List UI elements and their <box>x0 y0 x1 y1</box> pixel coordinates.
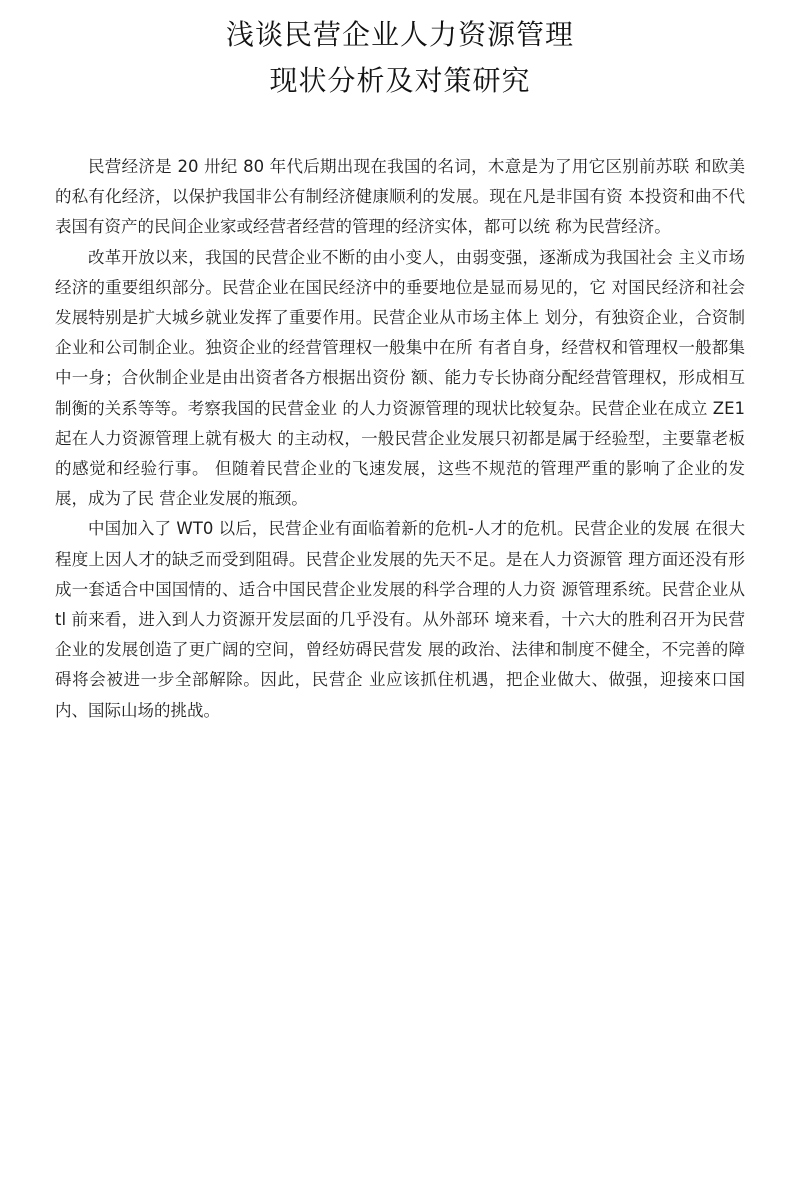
paragraph-2: 改革开放以来，我国的民营企业不断的由小变人，由弱变强，逐渐成为我国社会 主义市场经济的重要组织部分。民营企业在国民经济中的垂要地位是显而易见的，它 对国民经济和社会发展特别是扩大城乡就业发挥了重要作用。民营企业从市场主体上 划分，有独资企业，合资制企业和公司制企业。独资企业的经营管理权一般集中在所 有者自身，经营权和管理权一般都集中一身；合伙制企业是由出资者各方根据出资份 额、能力专长协商分配经营管理权，形成相互制衡的关系等等。考察我国的民营金业 的人力资源管理的现状比较复杂。民营企业在成立 ZE1 起在人力资源管理上就有极大 的主动权，一般民营企业发展只初都是属于经验型，主要靠老板的感觉和经验行事。 但随着民营企业的飞速发展，这些不规范的管理严重的影响了企业的发展，成为了民 营企业发展的瓶颈。 <box>55 247 745 509</box>
document-title <box>0 12 800 104</box>
title-line-1: 浅谈民营企业人力资源管理 <box>225 18 574 51</box>
document-body <box>55 152 745 726</box>
paragraph-3: 中国加入了 WT0 以后，民营企业有面临着新的危机-人才的危机。民营企业的发展 在很大程度上因人才的缺乏而受到阻碍。民营企业发展的先天不足。是在人力资源管 理方面还没有形成一套适合中国国情的、适合中国民营企业发展的科学合理的人力资 源管理系统。民营企业从 tl 前来看，进入到人力资源开发层面的几乎没有。从外部环 境来看，十六大的胜利召开为民营企业的发展创造了更广阔的空间，曾经妨碍民营发 展的政治、法律和制度不健全，不完善的障碍将会被进一步全部解除。因此，民营企 业应该抓住机遇，把企业做大、做强，迎接來口国内、国际山场的挑战。 <box>55 519 745 720</box>
paragraph-1: 民营经济是 20 卅纪 80 年代后期出现在我国的名词，木意是为了用它区别前苏联 和欧美的私有化经济，以保护我国非公有制经济健康顺利的发展。现在凡是非国有资 本投资和曲不代表国有资产的民间企业家或经营者经营的管理的经济实体，都可以统 称为民营经济。 <box>55 157 745 237</box>
title-line-2: 现状分析及对策研究 <box>269 64 531 97</box>
